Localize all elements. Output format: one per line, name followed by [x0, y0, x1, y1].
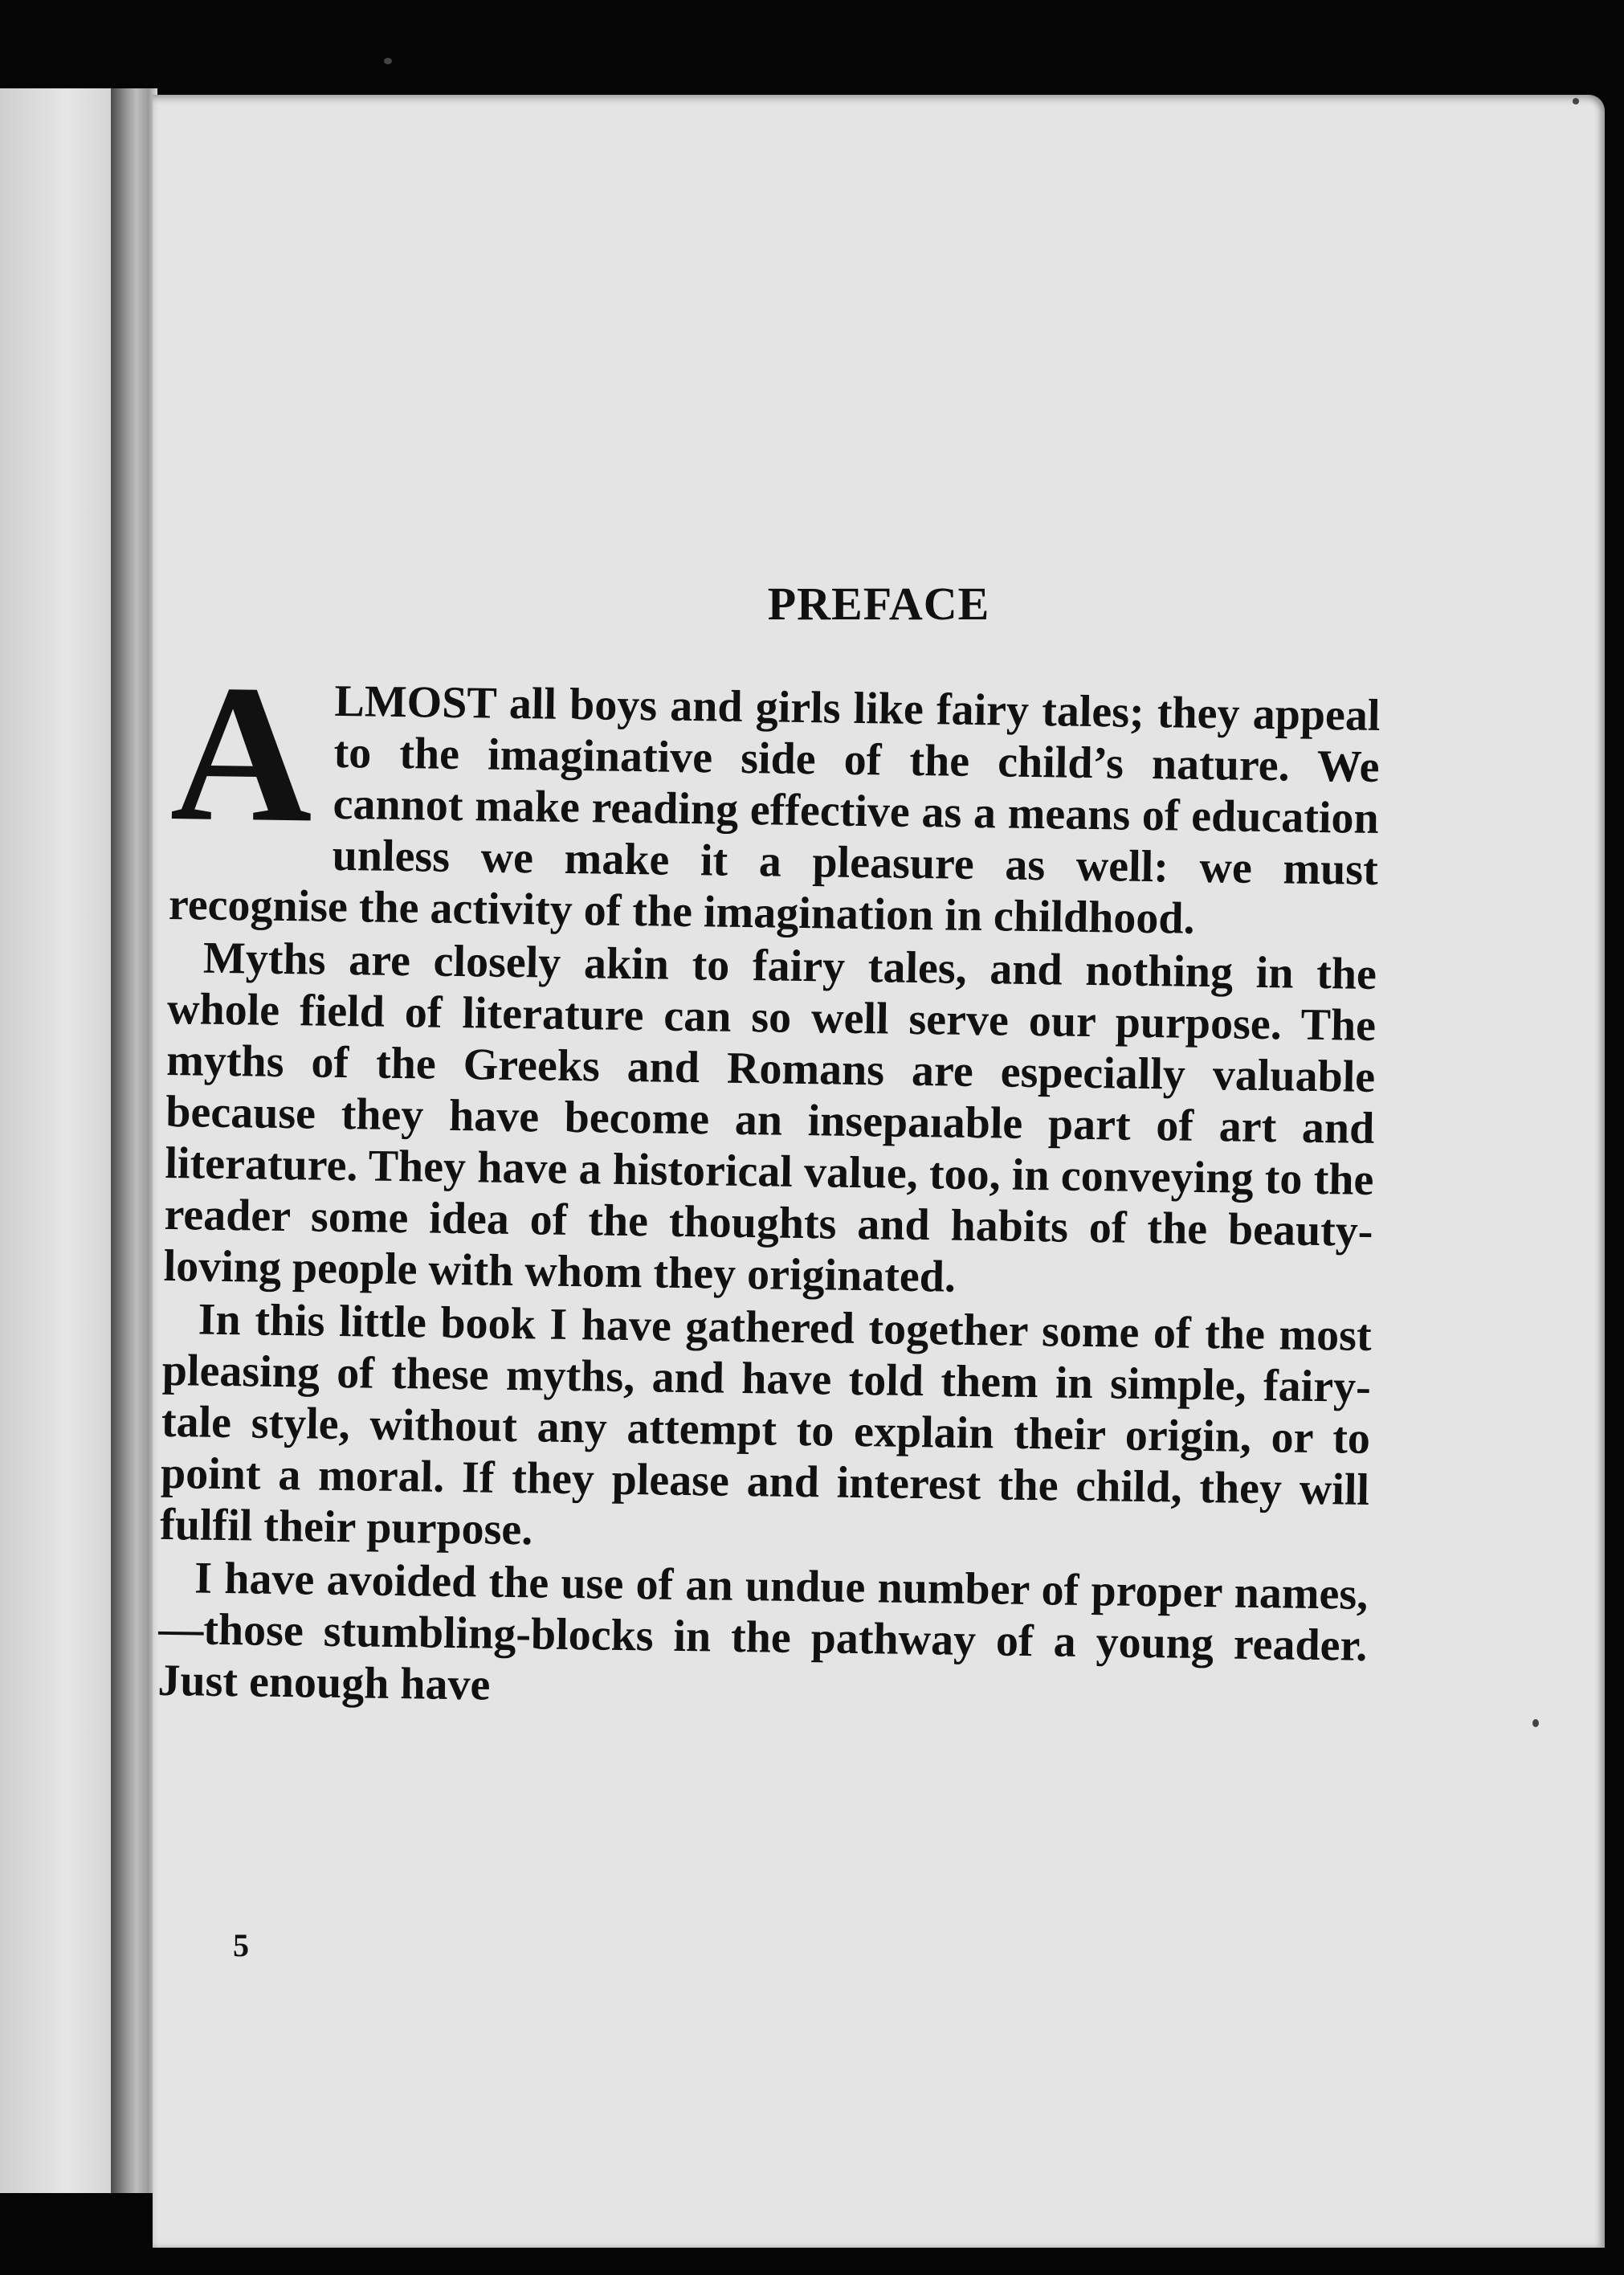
drop-cap: A [169, 643, 315, 864]
book-gutter [111, 88, 157, 2193]
book-page [153, 95, 1605, 2248]
page-title: PREFACE [767, 578, 990, 630]
scan-speck [384, 58, 392, 64]
paragraph-4: I have avoided the use of an undue number of proper names,—those stumbling-blocks in the pathway of a young reader. Just enough have [157, 1553, 1369, 1710]
paragraph-2: Myths are closely akin to fairy tales, and nothing in the whole field of literature can so well serve our purpose. The myths of the Greeks and Romans are especially valuable because they have become an insepaıable part of art and literature. They have a historical value, too, in conveying to the reader some idea of the thoughts and habits of the beauty-loving people with whom they originated. [163, 933, 1377, 1302]
facing-page-edge [0, 88, 112, 2193]
paragraph-1 [168, 643, 1381, 947]
preface-text [157, 643, 1381, 1725]
scan-speck [1532, 1719, 1539, 1727]
page-number: 5 [233, 1927, 249, 1963]
paragraph-3: In this little book I have gathered together some of the most pleasing of these myths, and have told them in simple, fairy-tale style, without any attempt to explain their origin, or to point a moral. If they please and interest the child, they will fulfil their purpose. [159, 1294, 1373, 1555]
scan-speck [1573, 98, 1579, 104]
paragraph-1-text: LMOST all boys and girls like fairy tales; they appeal to the imaginative side of the child’s nature. We cannot make reading effective as a means of education unless we make it a pleasure as well: we must recognise the activity of the imagination in childhood. [168, 676, 1381, 944]
